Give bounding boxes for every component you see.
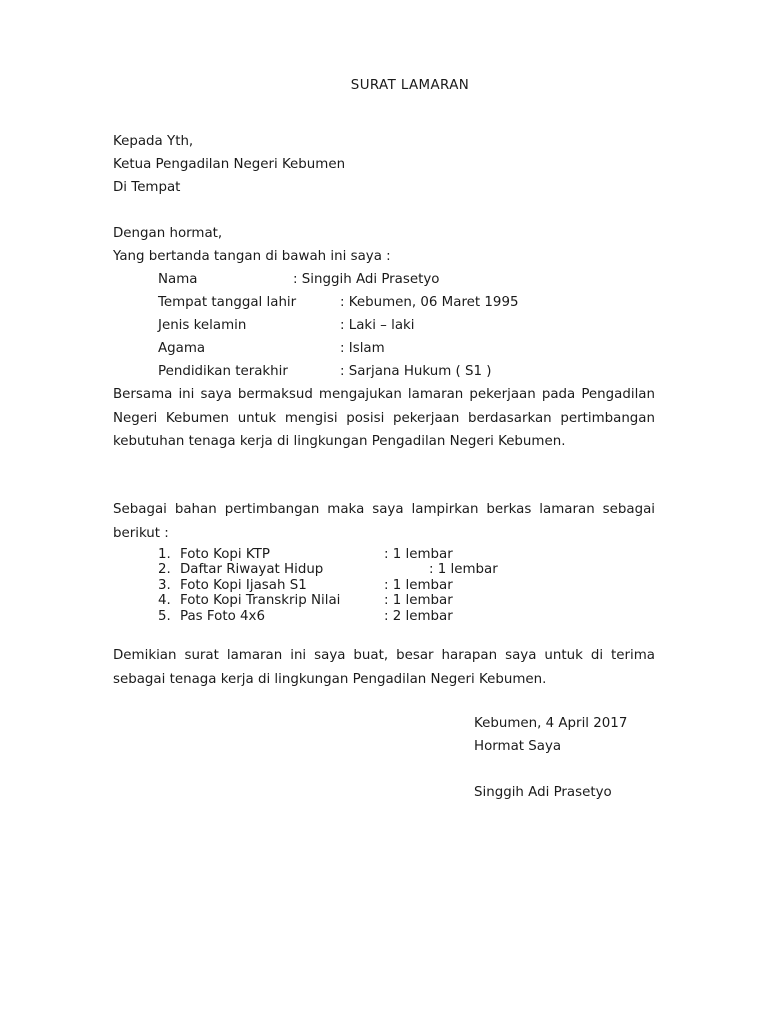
attachment-number: 5. [158, 609, 171, 624]
detail-value: : Islam [340, 341, 385, 356]
attachment-qty: : 2 lembar [384, 609, 453, 624]
recipient-line-1: Kepada Yth, [113, 134, 194, 149]
closing-paragraph: Demikian surat lamaran ini saya buat, besar harapan saya untuk di terima sebagai tenaga kerja di lingkungan Pengadilan Negeri Kebumen. [113, 648, 655, 687]
attachment-name: Pas Foto 4x6 [180, 609, 265, 624]
attachment-number: 2. [158, 562, 171, 577]
detail-label: Tempat tanggal lahir [158, 295, 297, 310]
body-paragraph-1: Bersama ini saya bermaksud mengajukan lamaran pekerjaan pada Pengadilan Negeri Kebumen untuk mengisi posisi pekerjaan berdasarkan pertimbangan kebutuhan tenaga kerja di lingkungan Pengadilan Negeri Kebumen. [113, 387, 655, 449]
recipient-line-3: Di Tempat [113, 180, 181, 195]
recipient-line-2: Ketua Pengadilan Negeri Kebumen [113, 157, 346, 172]
attachment-qty: : 1 lembar [384, 547, 453, 562]
attachment-number: 1. [158, 547, 171, 562]
intro-line: Yang bertanda tangan di bawah ini saya : [113, 249, 391, 264]
detail-label: Agama [158, 341, 206, 356]
attachment-name: Daftar Riwayat Hidup [180, 562, 324, 577]
attachment-qty: : 1 lembar [429, 562, 498, 577]
salutation: Dengan hormat, [113, 226, 223, 241]
attachment-qty: : 1 lembar [384, 578, 453, 593]
attachment-number: 4. [158, 593, 171, 608]
detail-value: : Singgih Adi Prasetyo [293, 272, 440, 287]
letter-title: SURAT LAMARAN [350, 78, 470, 93]
attachment-qty: : 1 lembar [384, 593, 453, 608]
attachment-number: 3. [158, 578, 171, 593]
detail-label: Jenis kelamin [158, 318, 247, 333]
detail-value: : Sarjana Hukum ( S1 ) [340, 364, 492, 379]
attachment-name: Foto Kopi Transkrip Nilai [180, 593, 341, 608]
signer-name: Singgih Adi Prasetyo [474, 785, 612, 800]
detail-value: : Kebumen, 06 Maret 1995 [340, 295, 519, 310]
attachment-name: Foto Kopi Ijasah S1 [180, 578, 307, 593]
regards: Hormat Saya [474, 739, 562, 754]
detail-label: Pendidikan terakhir [158, 364, 288, 379]
attachment-name: Foto Kopi KTP [180, 547, 270, 562]
body-paragraph-2: Sebagai bahan pertimbangan maka saya lampirkan berkas lamaran sebagai berikut : [113, 502, 655, 541]
detail-value: : Laki – laki [340, 318, 415, 333]
detail-label: Nama [158, 272, 198, 287]
place-date: Kebumen, 4 April 2017 [474, 716, 628, 731]
